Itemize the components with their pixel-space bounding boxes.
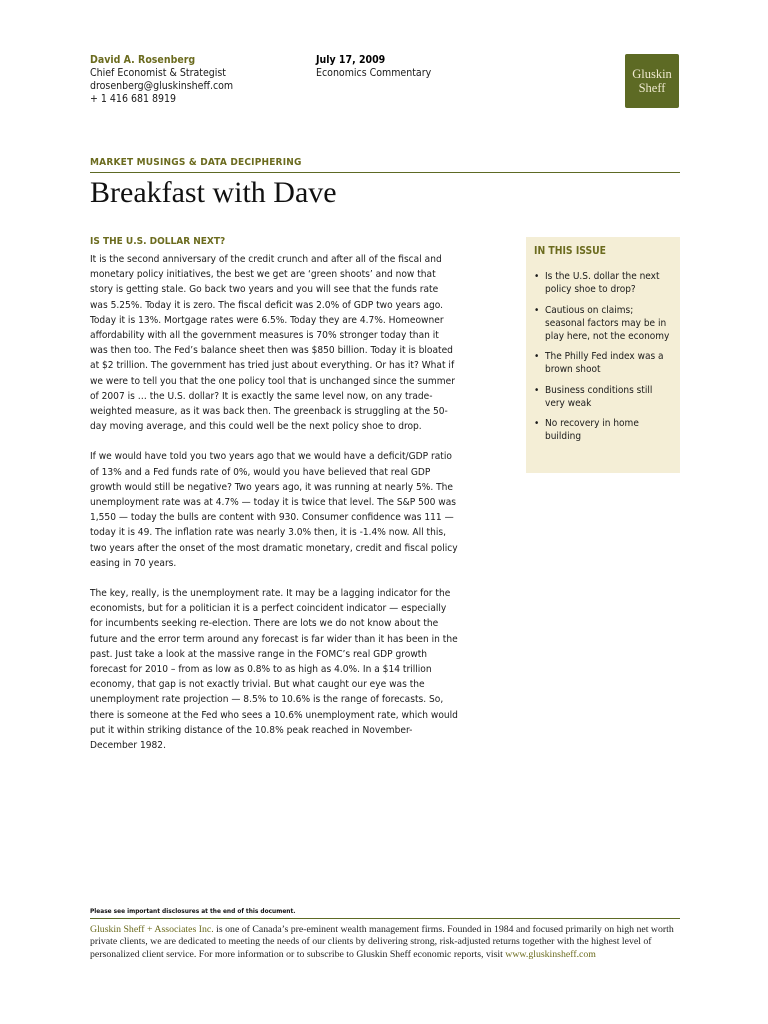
disclosure-note: Please see important disclosures at the end of this document. <box>90 907 296 915</box>
issue-item: • Cautious on claims; seasonal factors may be in play here, not the economy <box>534 304 670 344</box>
header-divider <box>90 172 680 173</box>
issue-item: • No recovery in home building <box>534 417 670 443</box>
page-title: Breakfast with Dave <box>90 176 337 209</box>
date-block <box>316 54 431 80</box>
author-phone: + 1 416 681 8919 <box>90 93 177 105</box>
footer-description: is one of Canada’s pre-eminent wealth management firms. Founded in 1984 and focused primarily on high net worth private clients, we are dedicated to meeting the needs of our clients by delivering strong, risk-adjusted returns together with the highest level of personalized client service. For more information or to subscribe to Gluskin Sheff economic reports, visit <box>90 924 674 960</box>
issue-item: • Is the U.S. dollar the next policy shoe to drop? <box>534 270 670 296</box>
publication-date: July 17, 2009 <box>316 54 386 66</box>
logo-line-2: Sheff <box>638 81 666 95</box>
article-subhead: IS THE U.S. DOLLAR NEXT? <box>90 236 226 247</box>
footer-text <box>90 924 680 961</box>
issue-list <box>534 270 670 443</box>
issue-item: • The Philly Fed index was a brown shoot <box>534 350 670 376</box>
article-body <box>90 252 458 768</box>
author-name: David A. Rosenberg <box>90 54 196 66</box>
publication-type: Economics Commentary <box>316 67 432 79</box>
paragraph-1: It is the second anniversary of the credit crunch and after all of the fiscal and monetary policy initiatives, the best we get are ‘green shoots’ and now that story is getting stale. Go back two years and you will see that the funds rate was 5.25%. Today it is zero. The fiscal deficit was 2.0% of GDP two years ago. Today it is 13%. Mortgage rates were 6.5%. Today they are 4.7%. Homeowner affordability with all the government measures is 70% stronger today than it was then too. The Fed’s balance sheet then was $850 billion. Today it is bloated at $2 trillion. The government has tried just about everything. Or has it? What if we were to tell you that the one policy tool that is unchanged since the summer of 2007 is … the U.S. dollar? It is exactly the same level now, on any trade-weighted measure, as it was back then. The greenback is struggling at the 50-day moving average, and this could well be the next policy shoe to drop. <box>90 254 455 433</box>
author-block <box>90 54 233 106</box>
issue-item: • Business conditions still very weak <box>534 384 670 410</box>
in-this-issue-sidebar <box>526 237 680 473</box>
footer-firm-name: Gluskin Sheff + Associates Inc. <box>90 924 214 935</box>
sidebar-heading: IN THIS ISSUE <box>534 245 607 257</box>
footer-website-link[interactable]: www.gluskinsheff.com <box>505 948 596 960</box>
footer-divider <box>90 918 680 919</box>
section-label: MARKET MUSINGS & DATA DECIPHERING <box>90 157 302 168</box>
logo-line-1: Gluskin <box>632 67 672 81</box>
paragraph-3: The key, really, is the unemployment rate. It may be a lagging indicator for the economists, but for a politician it is a perfect coincident indicator — especially for incumbents seeking re-election. There are lots we do not know about the future and the error term around any forecast is far wider than it has been in the past. Just take a look at the massive range in the FOMC’s real GDP growth forecast for 2010 – from as low as 0.8% to as high as 4.0%. In a $14 trillion economy, that gap is not exactly trivial. But what caught our eye was the unemployment rate projection — 8.5% to 10.6% is the range of forecasts. So, there is someone at the Fed who sees a 10.6% unemployment rate, which would put it within striking distance of the 10.8% peak reached in November-December 1982. <box>90 588 458 752</box>
paragraph-2: If we would have told you two years ago that we would have a deficit/GDP ratio of 13% and a Fed funds rate of 0%, would you have believed that real GDP growth would still be negative? Two years ago, it was running at nearly 5%. The unemployment rate was at 4.7% — today it is twice that level. The S&P 500 was 1,550 — today the bulls are content with 930. Consumer confidence was 111 — today it is 49. The inflation rate was nearly 3.0% then, it is -1.4% now. All this, two years after the onset of the most dramatic monetary, credit and fiscal policy easing in 70 years. <box>90 451 458 569</box>
author-role: Chief Economist & Strategist <box>90 67 227 79</box>
author-email: drosenberg@gluskinsheff.com <box>90 80 234 92</box>
gluskin-sheff-logo <box>625 54 679 108</box>
